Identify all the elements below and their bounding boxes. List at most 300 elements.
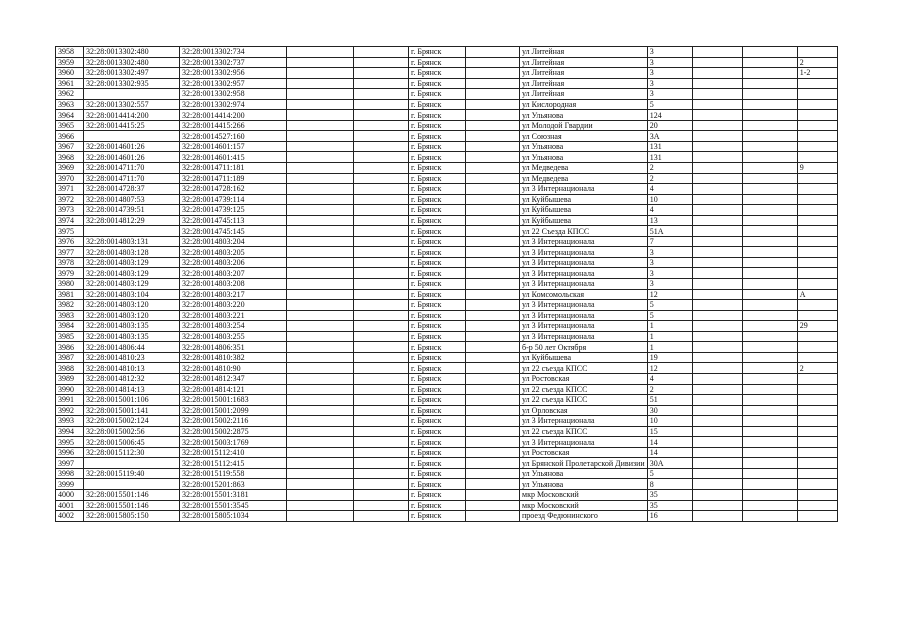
cell-row-number: 3959: [56, 57, 84, 68]
table-row: [56, 247, 838, 258]
table-row: [56, 363, 838, 374]
cell-parcel-cadastral-number: [84, 89, 180, 100]
cell-city: г. Брянск: [409, 500, 466, 511]
cell-city: г. Брянск: [409, 447, 466, 458]
cell-col-11: [742, 500, 797, 511]
cell-col-11: [742, 47, 797, 58]
cell-col-4: [287, 226, 354, 237]
cell-col-7: [466, 268, 520, 279]
cell-col-7: [466, 331, 520, 342]
table-row: [56, 279, 838, 290]
cell-parcel-cadastral-number: 32:28:0014803:120: [84, 310, 180, 321]
table-row: [56, 447, 838, 458]
cell-col-11: [742, 120, 797, 131]
cell-building-letter: 29: [797, 321, 837, 332]
cell-row-number: 3972: [56, 194, 84, 205]
cell-col-4: [287, 511, 354, 522]
cell-city: г. Брянск: [409, 352, 466, 363]
cell-col-11: [742, 173, 797, 184]
cell-col-7: [466, 236, 520, 247]
cell-city: г. Брянск: [409, 163, 466, 174]
cell-building-cadastral-number: 32:28:0013302:957: [180, 78, 287, 89]
cell-col-5: [354, 300, 409, 311]
cell-city: г. Брянск: [409, 331, 466, 342]
cell-street: ул Литейная: [520, 89, 648, 100]
cell-col-10: [692, 479, 742, 490]
cell-parcel-cadastral-number: 32:28:0014812:32: [84, 373, 180, 384]
cell-street: ул 3 Интернационала: [520, 279, 648, 290]
cell-street: ул Ульянова: [520, 152, 648, 163]
cell-parcel-cadastral-number: 32:28:0014601:26: [84, 141, 180, 152]
cell-col-4: [287, 47, 354, 58]
table-row: [56, 458, 838, 469]
cell-col-11: [742, 110, 797, 121]
cell-parcel-cadastral-number: 32:28:0015006:45: [84, 437, 180, 448]
cell-parcel-cadastral-number: 32:28:0014810:23: [84, 352, 180, 363]
cell-parcel-cadastral-number: 32:28:0013302:480: [84, 57, 180, 68]
cell-parcel-cadastral-number: 32:28:0014810:13: [84, 363, 180, 374]
cell-row-number: 3977: [56, 247, 84, 258]
cell-building-cadastral-number: 32:28:0015501:3181: [180, 489, 287, 500]
cell-col-4: [287, 257, 354, 268]
cell-col-10: [692, 268, 742, 279]
cell-building-cadastral-number: 32:28:0015001:2099: [180, 405, 287, 416]
cell-row-number: 3991: [56, 395, 84, 406]
cell-parcel-cadastral-number: [84, 479, 180, 490]
cell-house-number: 131: [647, 141, 692, 152]
table-row: [56, 300, 838, 311]
cell-street: проезд Федюнинского: [520, 511, 648, 522]
cell-building-letter: [797, 141, 837, 152]
cell-street: мкр Московский: [520, 500, 648, 511]
cell-row-number: 3983: [56, 310, 84, 321]
table-row: [56, 321, 838, 332]
table-row: [56, 194, 838, 205]
cell-col-10: [692, 120, 742, 131]
cell-col-4: [287, 78, 354, 89]
cell-building-letter: [797, 405, 837, 416]
cell-col-10: [692, 215, 742, 226]
cell-house-number: 3: [647, 89, 692, 100]
cell-col-7: [466, 141, 520, 152]
cell-col-10: [692, 331, 742, 342]
cell-row-number: 3969: [56, 163, 84, 174]
cell-building-cadastral-number: 32:28:0014803:208: [180, 279, 287, 290]
cell-row-number: 3967: [56, 141, 84, 152]
cell-building-letter: 2: [797, 57, 837, 68]
cell-house-number: 5: [647, 310, 692, 321]
cell-house-number: 16: [647, 511, 692, 522]
cell-col-10: [692, 384, 742, 395]
cell-city: г. Брянск: [409, 99, 466, 110]
cell-col-11: [742, 331, 797, 342]
table-body: [56, 47, 838, 522]
cell-col-10: [692, 373, 742, 384]
cell-col-10: [692, 300, 742, 311]
cell-col-11: [742, 384, 797, 395]
cell-col-11: [742, 215, 797, 226]
cell-col-4: [287, 321, 354, 332]
cell-building-cadastral-number: 32:28:0014803:206: [180, 257, 287, 268]
cell-col-11: [742, 426, 797, 437]
cell-col-11: [742, 468, 797, 479]
cell-col-11: [742, 141, 797, 152]
cell-row-number: 4000: [56, 489, 84, 500]
register-table: [55, 46, 838, 522]
cell-col-4: [287, 110, 354, 121]
cell-row-number: 3958: [56, 47, 84, 58]
cell-col-7: [466, 405, 520, 416]
cell-col-10: [692, 57, 742, 68]
cell-col-4: [287, 205, 354, 216]
cell-parcel-cadastral-number: 32:28:0014711:70: [84, 173, 180, 184]
cell-col-4: [287, 300, 354, 311]
cell-col-5: [354, 405, 409, 416]
cell-house-number: 131: [647, 152, 692, 163]
cell-building-cadastral-number: 32:28:0015003:1769: [180, 437, 287, 448]
cell-col-11: [742, 416, 797, 427]
cell-col-10: [692, 489, 742, 500]
cell-col-11: [742, 373, 797, 384]
cell-col-4: [287, 131, 354, 142]
cell-city: г. Брянск: [409, 247, 466, 258]
cell-col-7: [466, 384, 520, 395]
cell-row-number: 3986: [56, 342, 84, 353]
cell-building-cadastral-number: 32:28:0014803:217: [180, 289, 287, 300]
cell-col-5: [354, 447, 409, 458]
table-row: [56, 163, 838, 174]
cell-parcel-cadastral-number: 32:28:0015001:141: [84, 405, 180, 416]
cell-building-cadastral-number: 32:28:0014803:207: [180, 268, 287, 279]
cell-city: г. Брянск: [409, 173, 466, 184]
cell-col-5: [354, 331, 409, 342]
cell-row-number: 3980: [56, 279, 84, 290]
cell-building-cadastral-number: 32:28:0014739:114: [180, 194, 287, 205]
cell-street: ул 3 Интернационала: [520, 236, 648, 247]
cell-col-7: [466, 342, 520, 353]
cell-col-11: [742, 489, 797, 500]
cell-city: г. Брянск: [409, 342, 466, 353]
cell-col-4: [287, 405, 354, 416]
table-row: [56, 205, 838, 216]
cell-city: г. Брянск: [409, 279, 466, 290]
cell-street: б-р 50 лет Октября: [520, 342, 648, 353]
cell-col-10: [692, 321, 742, 332]
cell-parcel-cadastral-number: 32:28:0015002:124: [84, 416, 180, 427]
cell-col-4: [287, 289, 354, 300]
cell-city: г. Брянск: [409, 236, 466, 247]
cell-col-7: [466, 363, 520, 374]
cell-col-4: [287, 489, 354, 500]
cell-row-number: 3965: [56, 120, 84, 131]
cell-col-4: [287, 247, 354, 258]
cell-building-cadastral-number: 32:28:0015201:863: [180, 479, 287, 490]
cell-street: ул Литейная: [520, 47, 648, 58]
cell-col-7: [466, 110, 520, 121]
cell-city: г. Брянск: [409, 321, 466, 332]
cell-col-5: [354, 215, 409, 226]
cell-col-10: [692, 257, 742, 268]
cell-building-cadastral-number: 32:28:0014810:382: [180, 352, 287, 363]
cell-building-letter: [797, 110, 837, 121]
cell-col-5: [354, 500, 409, 511]
cell-col-10: [692, 289, 742, 300]
cell-col-11: [742, 131, 797, 142]
cell-col-4: [287, 310, 354, 321]
cell-parcel-cadastral-number: [84, 226, 180, 237]
cell-col-10: [692, 78, 742, 89]
cell-col-4: [287, 458, 354, 469]
cell-building-cadastral-number: 32:28:0014803:221: [180, 310, 287, 321]
cell-city: г. Брянск: [409, 405, 466, 416]
cell-city: г. Брянск: [409, 184, 466, 195]
cell-row-number: 3963: [56, 99, 84, 110]
cell-col-10: [692, 173, 742, 184]
cell-building-letter: [797, 120, 837, 131]
cell-parcel-cadastral-number: 32:28:0013302:497: [84, 68, 180, 79]
cell-col-10: [692, 426, 742, 437]
cell-col-4: [287, 173, 354, 184]
cell-row-number: 3993: [56, 416, 84, 427]
cell-col-11: [742, 458, 797, 469]
cell-col-4: [287, 279, 354, 290]
cell-building-cadastral-number: 32:28:0014745:145: [180, 226, 287, 237]
cell-col-10: [692, 405, 742, 416]
cell-col-7: [466, 257, 520, 268]
cell-building-letter: [797, 352, 837, 363]
cell-city: г. Брянск: [409, 437, 466, 448]
table-row: [56, 426, 838, 437]
cell-col-4: [287, 363, 354, 374]
cell-col-5: [354, 395, 409, 406]
cell-col-5: [354, 268, 409, 279]
cell-col-7: [466, 215, 520, 226]
cell-col-5: [354, 99, 409, 110]
cell-building-letter: 9: [797, 163, 837, 174]
cell-parcel-cadastral-number: 32:28:0013302:557: [84, 99, 180, 110]
cell-street: ул Комсомольская: [520, 289, 648, 300]
cell-col-11: [742, 437, 797, 448]
cell-col-10: [692, 131, 742, 142]
cell-row-number: 3989: [56, 373, 84, 384]
cell-col-4: [287, 194, 354, 205]
cell-building-cadastral-number: 32:28:0014739:125: [180, 205, 287, 216]
cell-parcel-cadastral-number: 32:28:0014739:51: [84, 205, 180, 216]
cell-city: г. Брянск: [409, 120, 466, 131]
cell-col-7: [466, 289, 520, 300]
cell-row-number: 3995: [56, 437, 84, 448]
cell-col-5: [354, 489, 409, 500]
cell-building-cadastral-number: 32:28:0014803:205: [180, 247, 287, 258]
cell-col-10: [692, 184, 742, 195]
cell-col-5: [354, 173, 409, 184]
table-row: [56, 47, 838, 58]
cell-row-number: 3968: [56, 152, 84, 163]
cell-building-letter: [797, 47, 837, 58]
cell-row-number: 3982: [56, 300, 84, 311]
cell-street: ул Куйбышева: [520, 215, 648, 226]
cell-house-number: 3: [647, 279, 692, 290]
cell-building-letter: [797, 226, 837, 237]
table-row: [56, 479, 838, 490]
cell-col-11: [742, 89, 797, 100]
cell-city: г. Брянск: [409, 257, 466, 268]
cell-row-number: 3998: [56, 468, 84, 479]
cell-row-number: 3974: [56, 215, 84, 226]
cell-street: ул Ульянова: [520, 141, 648, 152]
cell-col-5: [354, 458, 409, 469]
cell-building-letter: [797, 447, 837, 458]
cell-house-number: 35: [647, 489, 692, 500]
cell-building-cadastral-number: 32:28:0015001:1683: [180, 395, 287, 406]
cell-col-5: [354, 205, 409, 216]
cell-col-7: [466, 68, 520, 79]
cell-parcel-cadastral-number: 32:28:0015001:106: [84, 395, 180, 406]
cell-col-4: [287, 215, 354, 226]
cell-col-7: [466, 131, 520, 142]
cell-row-number: 3962: [56, 89, 84, 100]
cell-col-5: [354, 57, 409, 68]
cell-col-10: [692, 447, 742, 458]
cell-city: г. Брянск: [409, 479, 466, 490]
cell-col-11: [742, 321, 797, 332]
cell-house-number: 124: [647, 110, 692, 121]
cell-building-letter: [797, 479, 837, 490]
cell-building-cadastral-number: 32:28:0014814:121: [180, 384, 287, 395]
cell-street: ул 3 Интернационала: [520, 331, 648, 342]
cell-col-7: [466, 47, 520, 58]
cell-col-4: [287, 373, 354, 384]
cell-col-7: [466, 120, 520, 131]
cell-street: ул 3 Интернационала: [520, 300, 648, 311]
cell-house-number: 20: [647, 120, 692, 131]
cell-col-4: [287, 447, 354, 458]
cell-col-5: [354, 373, 409, 384]
cell-row-number: 3970: [56, 173, 84, 184]
cell-building-letter: [797, 279, 837, 290]
cell-house-number: 14: [647, 447, 692, 458]
cell-building-cadastral-number: 32:28:0014803:254: [180, 321, 287, 332]
cell-col-10: [692, 279, 742, 290]
cell-col-10: [692, 205, 742, 216]
cell-city: г. Брянск: [409, 468, 466, 479]
cell-col-10: [692, 110, 742, 121]
cell-building-cadastral-number: 32:28:0014803:255: [180, 331, 287, 342]
cell-house-number: 4: [647, 205, 692, 216]
cell-house-number: 3: [647, 247, 692, 258]
cell-city: г. Брянск: [409, 215, 466, 226]
cell-building-letter: [797, 437, 837, 448]
cell-parcel-cadastral-number: 32:28:0014814:13: [84, 384, 180, 395]
cell-col-10: [692, 47, 742, 58]
cell-house-number: 2: [647, 173, 692, 184]
cell-parcel-cadastral-number: 32:28:0014803:104: [84, 289, 180, 300]
cell-col-5: [354, 289, 409, 300]
cell-col-7: [466, 352, 520, 363]
cell-col-7: [466, 300, 520, 311]
cell-building-letter: А: [797, 289, 837, 300]
cell-col-11: [742, 300, 797, 311]
cell-col-4: [287, 68, 354, 79]
cell-street: ул 3 Интернационала: [520, 416, 648, 427]
cell-col-11: [742, 363, 797, 374]
cell-parcel-cadastral-number: 32:28:0014803:135: [84, 331, 180, 342]
cell-col-10: [692, 89, 742, 100]
cell-parcel-cadastral-number: 32:28:0014803:120: [84, 300, 180, 311]
table-row: [56, 110, 838, 121]
cell-col-4: [287, 120, 354, 131]
table-row: [56, 268, 838, 279]
cell-col-11: [742, 395, 797, 406]
table-row: [56, 352, 838, 363]
cell-row-number: 3994: [56, 426, 84, 437]
cell-row-number: 3999: [56, 479, 84, 490]
table-row: [56, 236, 838, 247]
cell-col-7: [466, 458, 520, 469]
cell-col-5: [354, 163, 409, 174]
cell-house-number: 30: [647, 405, 692, 416]
cell-col-7: [466, 373, 520, 384]
cell-col-7: [466, 321, 520, 332]
cell-col-5: [354, 468, 409, 479]
cell-city: г. Брянск: [409, 373, 466, 384]
cell-col-5: [354, 247, 409, 258]
cell-building-letter: [797, 257, 837, 268]
cell-col-4: [287, 437, 354, 448]
cell-building-cadastral-number: 32:28:0014711:181: [180, 163, 287, 174]
cell-building-cadastral-number: 32:28:0014601:157: [180, 141, 287, 152]
table-row: [56, 310, 838, 321]
cell-street: ул Брянской Пролетарской Дивизии: [520, 458, 648, 469]
cell-col-4: [287, 331, 354, 342]
cell-col-5: [354, 363, 409, 374]
cell-building-cadastral-number: 32:28:0013302:737: [180, 57, 287, 68]
cell-col-5: [354, 426, 409, 437]
cell-house-number: 3: [647, 257, 692, 268]
cell-street: ул Кислородная: [520, 99, 648, 110]
cell-col-11: [742, 479, 797, 490]
cell-col-10: [692, 68, 742, 79]
cell-building-cadastral-number: 32:28:0014745:113: [180, 215, 287, 226]
cell-col-4: [287, 89, 354, 100]
cell-col-10: [692, 152, 742, 163]
cell-col-4: [287, 468, 354, 479]
cell-row-number: 3985: [56, 331, 84, 342]
cell-col-10: [692, 236, 742, 247]
cell-col-7: [466, 205, 520, 216]
cell-building-letter: [797, 184, 837, 195]
cell-building-letter: [797, 426, 837, 437]
cell-building-cadastral-number: 32:28:0014415:266: [180, 120, 287, 131]
cell-col-5: [354, 78, 409, 89]
cell-city: г. Брянск: [409, 141, 466, 152]
cell-building-cadastral-number: 32:28:0015119:558: [180, 468, 287, 479]
cell-building-letter: [797, 173, 837, 184]
cell-building-cadastral-number: 32:28:0014527:160: [180, 131, 287, 142]
cell-street: ул Литейная: [520, 78, 648, 89]
cell-row-number: 3975: [56, 226, 84, 237]
cell-building-cadastral-number: 32:28:0013302:958: [180, 89, 287, 100]
cell-street: ул 22 съезда КПСС: [520, 384, 648, 395]
cell-col-7: [466, 173, 520, 184]
cell-row-number: 3979: [56, 268, 84, 279]
cell-col-10: [692, 395, 742, 406]
cell-col-11: [742, 57, 797, 68]
cell-col-4: [287, 479, 354, 490]
cell-parcel-cadastral-number: 32:28:0015501:146: [84, 500, 180, 511]
cell-building-letter: [797, 468, 837, 479]
cell-building-cadastral-number: 32:28:0013302:956: [180, 68, 287, 79]
